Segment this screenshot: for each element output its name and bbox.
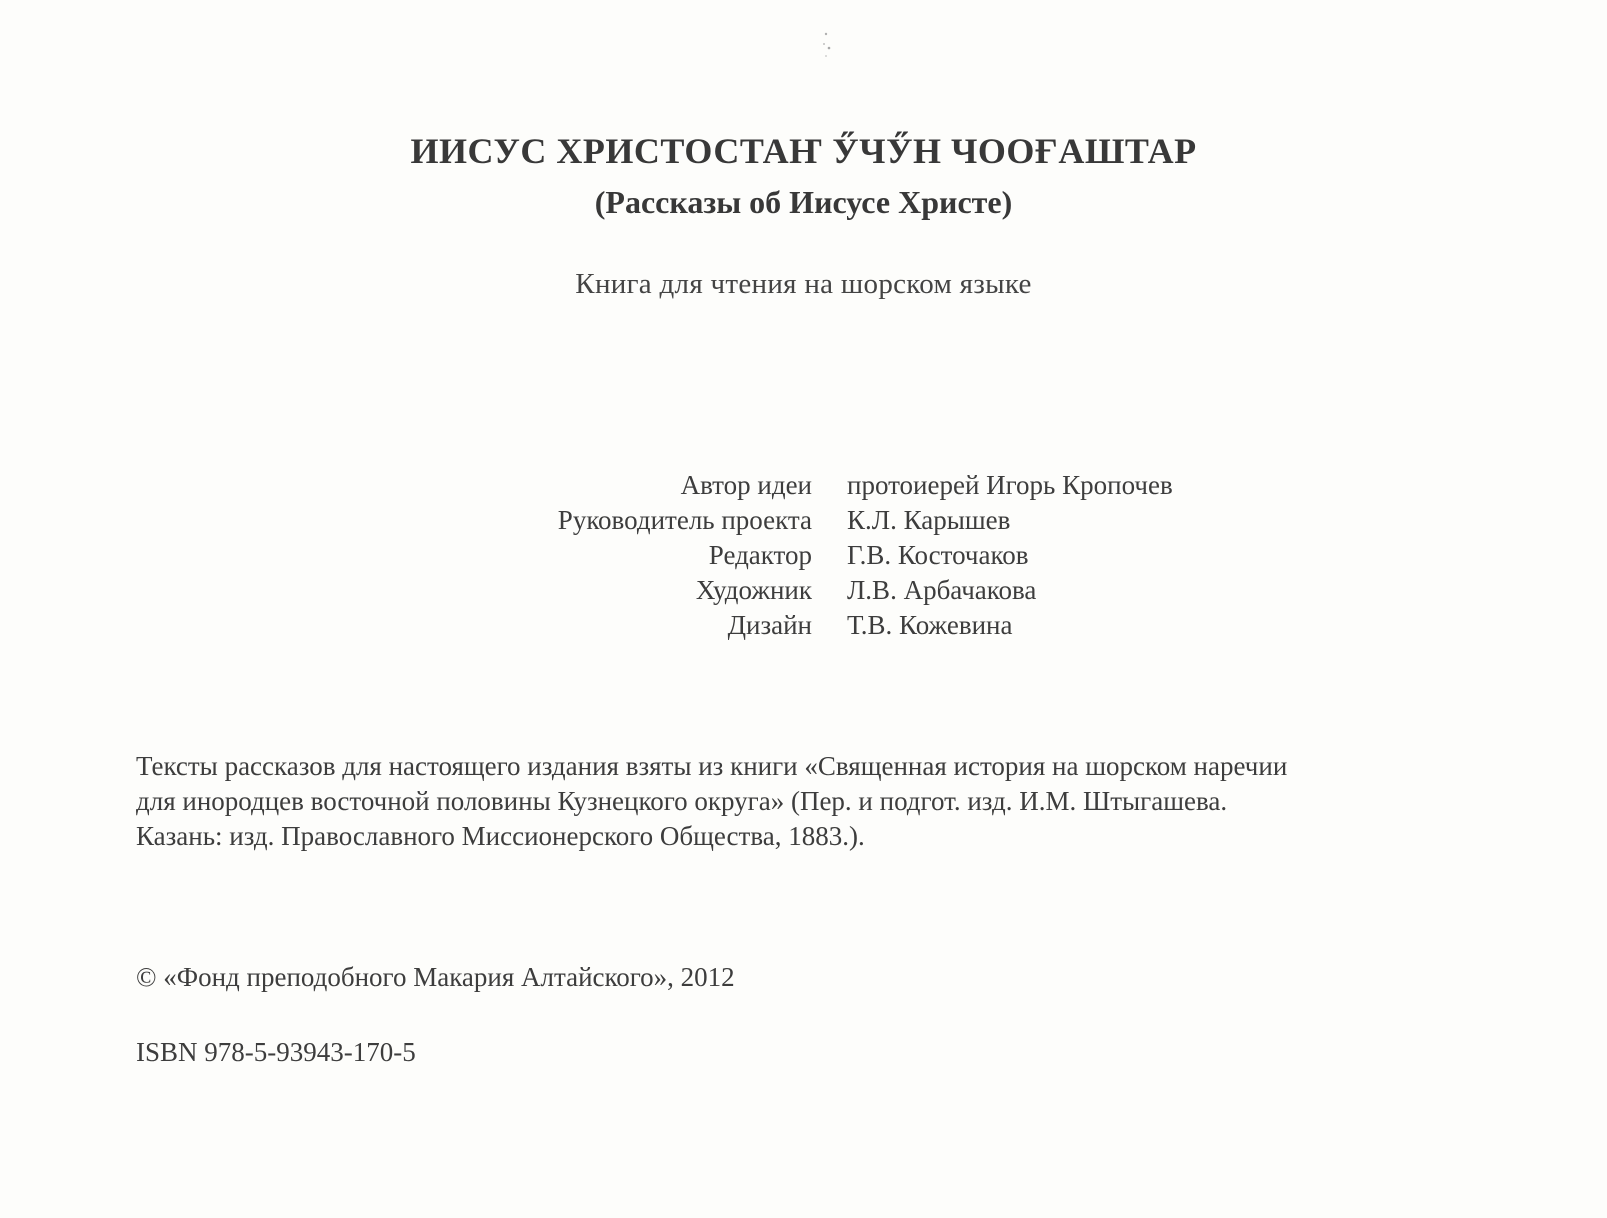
credit-row [0,505,1607,540]
credit-row [0,575,1607,610]
book-description: Книга для чтения на шорском языке [575,268,1032,300]
print-speck [820,30,834,64]
credit-role: Автор идеи [680,470,812,500]
copyright-line: © «Фонд преподобного Макария Алтайского», 2012 [136,962,735,992]
credit-name: К.Л. Карышев [847,505,1011,535]
book-subtitle: (Рассказы об Иисусе Христе) [594,184,1013,220]
source-note [136,749,1566,854]
book-title: ИИСУС ХРИСТОСТАҤ ӲЧӲН ЧООҒАШТАР [410,131,1197,171]
credit-name: Т.В. Кожевина [847,610,1013,640]
credit-role: Руководитель проекта [557,505,812,535]
credit-role: Редактор [708,540,812,570]
source-note-line: для инородцев восточной половины Кузнецкого округа» (Пер. и подгот. изд. И.М. Штыгашева. [136,786,1228,816]
source-note-line: Казань: изд. Православного Миссионерского Общества, 1883.). [136,821,865,851]
credit-row [0,470,1607,505]
credit-name: Г.В. Косточаков [847,540,1029,570]
source-note-line: Тексты рассказов для настоящего издания взяты из книги «Священная история на шорском наречии [136,751,1288,781]
credit-row [0,610,1607,645]
credit-name: протоиерей Игорь Кропочев [847,470,1173,500]
credit-role: Художник [695,575,812,605]
credit-role: Дизайн [727,610,812,640]
credit-name: Л.В. Арбачакова [847,575,1037,605]
credits-list [0,470,1607,645]
credit-row [0,540,1607,575]
isbn-line: ISBN 978-5-93943-170-5 [136,1037,416,1067]
